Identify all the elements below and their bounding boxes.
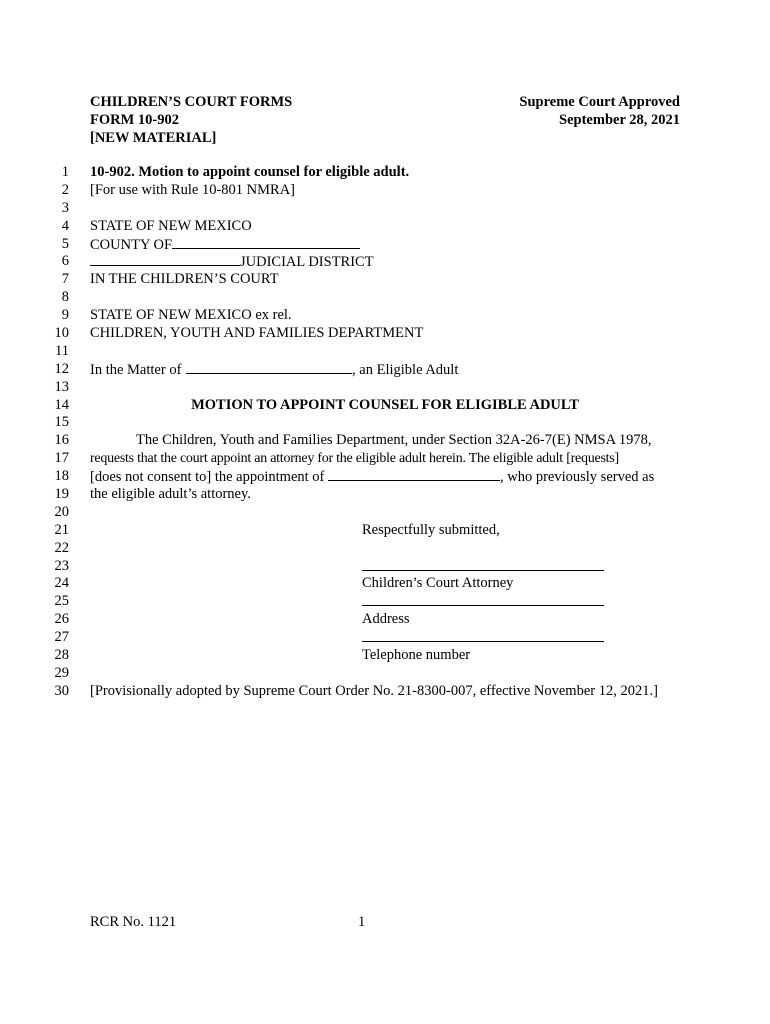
line-number: 15 [54,414,69,431]
motion-heading: MOTION TO APPOINT COUNSEL FOR ELIGIBLE ADULT [191,396,579,413]
approval-label: Supreme Court Approved [519,94,680,110]
line-number: 8 [61,289,69,306]
address-line[interactable] [362,605,604,606]
attorney-label: Children’s Court Attorney [362,575,514,592]
approval-date: September 28, 2021 [559,112,680,128]
line-number: 25 [54,593,69,610]
district-label: JUDICIAL DISTRICT [240,254,374,271]
party-caption-2: CHILDREN, YOUTH AND FAMILIES DEPARTMENT [90,325,424,342]
line-number: 2 [61,181,69,198]
court-caption: IN THE CHILDREN’S COURT [90,271,279,288]
party-caption-1: STATE OF NEW MEXICO ex rel. [90,307,292,324]
form-number-label: FORM 10-902 [90,112,179,128]
line-number: 30 [54,682,69,699]
rule-note: [For use with Rule 10-801 NMRA] [90,181,296,198]
form-header-left [90,93,292,147]
district-blank[interactable] [90,253,240,266]
body-line-1: The Children, Youth and Families Department, under Section 32A-26-7(E) NMSA 1978, [136,432,652,449]
line-number: 10 [54,325,69,342]
line-number: 24 [54,575,69,592]
form-body [90,164,680,701]
attorney-name-blank[interactable] [328,468,500,481]
body-line-4: the eligible adult’s attorney. [90,486,251,503]
line-number: 16 [54,432,69,449]
line-number: 26 [54,611,69,628]
state-caption: STATE OF NEW MEXICO [90,217,252,234]
line-number: 19 [54,486,69,503]
line-number: 22 [54,539,69,556]
line-number: 23 [54,557,69,574]
line-number: 5 [61,235,69,252]
line-number: 17 [54,450,69,467]
line-number: 21 [54,521,69,538]
page-number: 1 [358,914,366,930]
matter-prefix: In the Matter of [90,361,182,378]
respectfully-submitted: Respectfully submitted, [362,521,500,538]
county-blank[interactable] [172,236,360,249]
body-line-2: requests that the court appoint an attorney for the eligible adult herein. The eligible adult [requests] [90,451,619,467]
form-series-label: CHILDREN’S COURT FORMS [90,94,293,110]
telephone-line[interactable] [362,641,604,642]
address-label: Address [362,611,410,628]
material-status-label: [NEW MATERIAL] [90,130,217,146]
line-number-column [40,164,69,701]
rcr-number: RCR No. 1121 [90,914,177,930]
line-number: 4 [61,217,69,234]
line-number: 27 [54,629,69,646]
form-title: 10-902. Motion to appoint counsel for eligible adult. [90,164,410,180]
line-number: 9 [61,307,69,324]
form-header-right [519,93,680,129]
line-number: 12 [54,360,69,377]
line-number: 28 [54,647,69,664]
line-number: 20 [54,503,69,520]
line-number: 29 [54,664,69,681]
body-line-3 [90,468,680,486]
matter-suffix: , an Eligible Adult [352,361,459,378]
county-label: COUNTY OF [90,236,173,253]
adoption-note: [Provisionally adopted by Supreme Court Order No. 21-8300-007, effective November 12, 2021.] [90,682,658,699]
eligible-adult-name-blank[interactable] [186,361,352,374]
line-number: 13 [54,378,69,395]
line-number: 14 [54,396,69,413]
body-line-3-end: , who previously served as [500,469,655,486]
line-number: 11 [55,342,69,359]
line-number: 1 [61,164,69,180]
line-number: 18 [54,468,69,485]
body-line-3-start: [does not consent to] the appointment of [90,469,325,486]
telephone-label: Telephone number [362,647,471,664]
line-number: 7 [61,271,69,288]
line-number: 3 [61,199,69,216]
county-line [90,236,680,254]
attorney-signature-line[interactable] [362,570,604,571]
matter-line [90,361,680,379]
line-number: 6 [61,253,69,270]
district-line [90,253,680,271]
